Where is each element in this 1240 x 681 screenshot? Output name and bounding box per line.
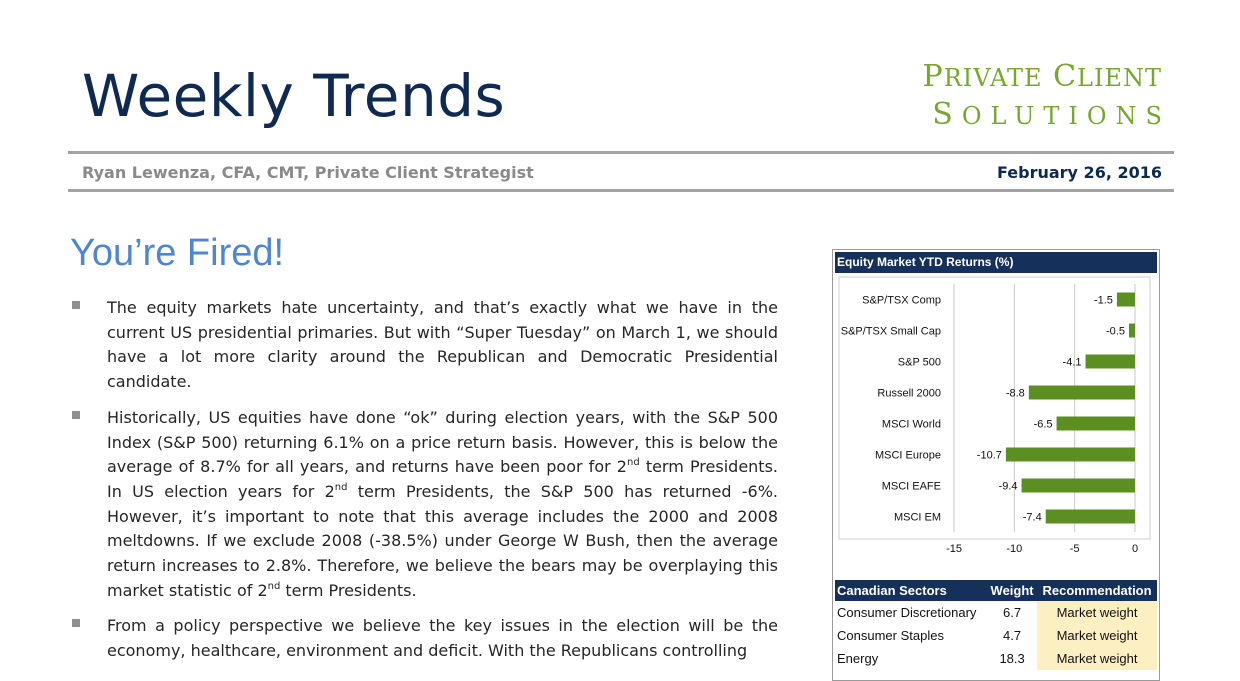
bar bbox=[1006, 448, 1135, 462]
bullet-square-icon bbox=[72, 301, 80, 309]
sector-recommendation: Market weight bbox=[1037, 647, 1157, 670]
bar bbox=[1022, 479, 1135, 493]
report-title: Weekly Trends bbox=[82, 62, 506, 130]
bar bbox=[1046, 510, 1135, 524]
bullet-square-icon bbox=[72, 411, 80, 419]
data-label: -0.5 bbox=[1105, 325, 1125, 338]
brand-line-2: SOLUTIONS bbox=[932, 97, 1171, 132]
bar bbox=[1117, 293, 1135, 307]
data-label: -8.8 bbox=[1005, 387, 1025, 400]
brand-line-1: PRIVATE CLIENT bbox=[922, 59, 1162, 94]
x-tick-label: -5 bbox=[1069, 543, 1080, 555]
x-tick-label: -15 bbox=[946, 543, 962, 555]
plot-area-border bbox=[839, 277, 1150, 539]
category-label: MSCI EAFE bbox=[881, 480, 941, 493]
bar bbox=[1029, 386, 1135, 400]
data-label: -7.4 bbox=[1022, 511, 1042, 524]
column-header: Recommendation bbox=[1037, 580, 1157, 601]
data-label: -10.7 bbox=[976, 449, 1002, 462]
sector-table bbox=[835, 580, 1157, 670]
category-label: MSCI EM bbox=[893, 511, 941, 524]
category-label: MSCI World bbox=[881, 418, 941, 431]
data-label: -9.4 bbox=[998, 480, 1018, 493]
article-bullet: Historically, US equities have done “ok” during election years, with the S&P 500 Index (S&P 500) returning 6.1% on a price return basis. However, this is below the average of 8.7% for all years, and returns have been poor for 2nd term Presidents. In US election years for 2nd term Presidents, the S&P 500 has returned -6%. However, it’s important to note that this average includes the 2000 and 2008 meltdowns. If we exclude 2008 (-38.5%) under George W Bush, then the average return increases to 2.8%. Therefore, we believe the bears may be overplaying this market statistic of 2nd term Presidents. bbox=[70, 406, 778, 604]
category-label: MSCI Europe bbox=[874, 449, 941, 462]
author-byline: Ryan Lewenza, CFA, CMT, Private Client Strategist bbox=[82, 163, 534, 182]
bar bbox=[1129, 324, 1135, 338]
column-header: Weight bbox=[987, 580, 1037, 601]
sidebar-panel bbox=[832, 249, 1160, 681]
ordinal-suffix: nd bbox=[267, 580, 281, 592]
category-label: S&P/TSX Small Cap bbox=[840, 325, 941, 338]
sector-name: Energy bbox=[837, 651, 879, 666]
bullet-square-icon bbox=[72, 619, 80, 627]
table-row bbox=[835, 624, 1157, 647]
sector-recommendation: Market weight bbox=[1037, 624, 1157, 647]
header-bottom-rule bbox=[68, 189, 1174, 192]
data-label: -4.1 bbox=[1062, 356, 1082, 369]
ordinal-suffix: nd bbox=[627, 457, 640, 469]
sector-name: Consumer Discretionary bbox=[837, 605, 977, 620]
data-label: -6.5 bbox=[1033, 418, 1053, 431]
x-tick-label: -10 bbox=[1006, 543, 1023, 555]
article-bullet: From a policy perspective we believe the key issues in the election will be the economy, healthcare, environment and deficit. With the Republicans controlling bbox=[70, 614, 778, 663]
article-headline: You’re Fired! bbox=[70, 232, 285, 274]
report-date: February 26, 2016 bbox=[997, 163, 1162, 182]
category-label: S&P/TSX Comp bbox=[862, 294, 941, 307]
sector-name: Consumer Staples bbox=[837, 628, 944, 643]
header-top-rule bbox=[68, 151, 1174, 154]
category-label: Russell 2000 bbox=[877, 387, 941, 400]
brand-logo bbox=[922, 58, 1171, 134]
column-header: Canadian Sectors bbox=[835, 580, 987, 601]
sector-recommendation: Market weight bbox=[1037, 601, 1157, 624]
table-row bbox=[835, 601, 1157, 624]
sector-weight: 4.7 bbox=[1003, 628, 1022, 643]
category-label: S&P 500 bbox=[897, 356, 941, 369]
sector-weight: 18.3 bbox=[999, 651, 1025, 666]
sector-weight: 6.7 bbox=[1003, 605, 1022, 620]
sector-table-header bbox=[835, 580, 1157, 601]
chart-title: Equity Market YTD Returns (%) bbox=[835, 252, 1157, 273]
table-row bbox=[835, 647, 1157, 670]
article-bullet-list bbox=[70, 296, 778, 675]
ordinal-suffix: nd bbox=[334, 481, 348, 493]
equity-returns-chart bbox=[833, 274, 1159, 574]
bar bbox=[1086, 355, 1135, 369]
data-label: -1.5 bbox=[1093, 294, 1113, 307]
bar bbox=[1057, 417, 1135, 431]
article-bullet: The equity markets hate uncertainty, and that’s exactly what we have in the current US presidential primaries. But with “Super Tuesday” on March 1, we should have a lot more clarity around the Republican and Democratic Presidential candidate. bbox=[70, 296, 778, 395]
x-tick-label: 0 bbox=[1131, 543, 1139, 555]
